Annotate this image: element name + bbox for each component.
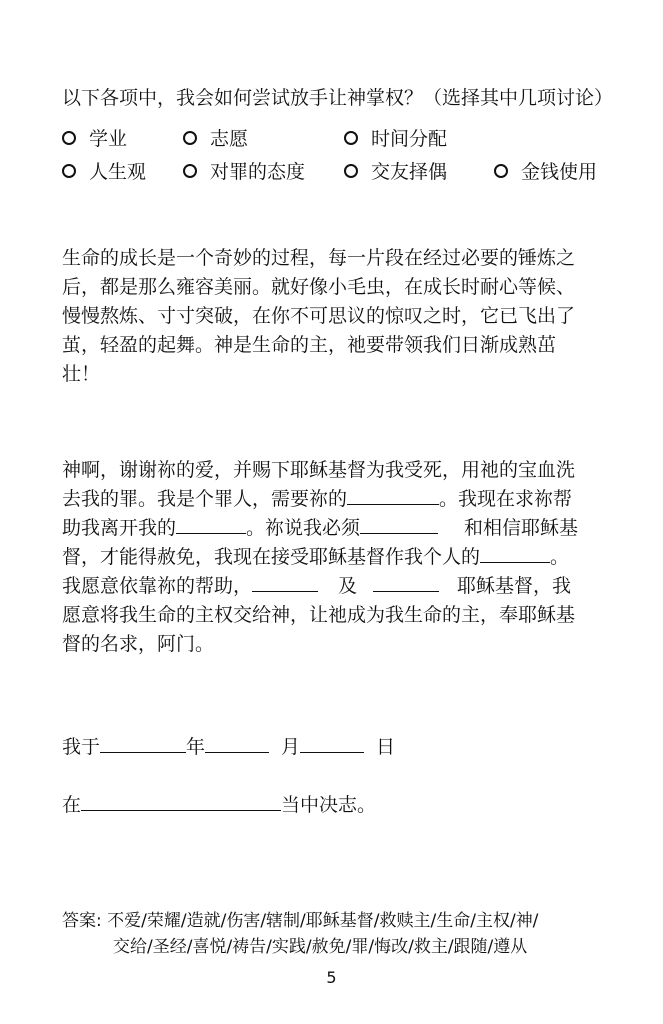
fill-blank[interactable]: [480, 544, 550, 563]
paragraph-line: 茧，轻盈的起舞。神是生命的主，祂要带领我们日渐成熟茁: [62, 334, 557, 356]
option-label: 志愿: [210, 128, 249, 150]
prayer-text: 督的名求，阿门。: [62, 633, 215, 655]
option-label: 金钱使用: [521, 161, 598, 183]
place-prefix: 在: [62, 794, 82, 816]
radio-circle-icon: [62, 131, 76, 145]
answer-label: 答案:: [62, 911, 102, 931]
option-time-allocation[interactable]: [344, 124, 447, 151]
day-label: 日: [376, 736, 396, 758]
answer-key: [62, 908, 538, 960]
prayer-text: 助我离开我的: [62, 517, 177, 539]
prayer-text: 和相信耶稣基: [464, 517, 579, 539]
discussion-question: 以下各项中，我会如何尝试放手让神掌权？（选择其中几项讨论）: [62, 87, 614, 109]
place-suffix: 当中决志。: [281, 794, 377, 816]
day-blank[interactable]: [300, 734, 364, 753]
prayer-text: 愿意将我生命的主权交给神，让祂成为我生命的主，奉耶稣基: [62, 604, 576, 626]
radio-circle-icon: [183, 164, 197, 178]
fill-blank[interactable]: [373, 573, 439, 592]
month-blank[interactable]: [205, 734, 269, 753]
option-friendship-marriage[interactable]: [344, 157, 447, 184]
fill-blank[interactable]: [252, 573, 318, 592]
prayer-text: 督，才能得赦免，我现在接受耶稣基督作我个人的: [62, 546, 481, 568]
date-line: [62, 732, 395, 759]
place-blank[interactable]: [81, 792, 281, 811]
prayer-text: 及: [338, 575, 358, 597]
prayer-paragraph: [62, 456, 610, 659]
radio-circle-icon: [494, 164, 508, 178]
prayer-text: 神啊，谢谢祢的爱，并赐下耶稣基督为我受死，用祂的宝血洗: [62, 459, 576, 481]
growth-paragraph: [62, 244, 610, 389]
paragraph-line: 壮！: [62, 363, 101, 385]
year-label: 年: [186, 736, 206, 758]
page-number: 5: [326, 968, 337, 987]
prayer-text: 。: [550, 546, 570, 568]
prayer-text: 耶稣基督，我: [457, 575, 572, 597]
answer-line: 不爱/荣耀/造就/伤害/辖制/耶稣基督/救赎主/生命/主权/神/: [107, 911, 539, 931]
prayer-text: 。祢说我必须: [246, 517, 361, 539]
paragraph-line: 后，都是那么雍容美丽。就好像小毛虫，在成长时耐心等候、: [62, 276, 576, 298]
option-outlook-on-life[interactable]: [62, 157, 146, 184]
fill-blank[interactable]: [347, 486, 439, 505]
answer-line: 交给/圣经/喜悦/祷告/实践/赦免/罪/悔改/救主/跟随/遵从: [113, 937, 528, 957]
option-label: 时间分配: [371, 128, 448, 150]
option-study[interactable]: [62, 124, 127, 151]
year-blank[interactable]: [100, 734, 186, 753]
option-money-use[interactable]: [494, 157, 597, 184]
paragraph-line: 慢慢熬炼、寸寸突破，在你不可思议的惊叹之时，它已飞出了: [62, 305, 576, 327]
option-label: 交友择偶: [371, 161, 448, 183]
prayer-text: 我愿意依靠祢的帮助，: [62, 575, 253, 597]
radio-circle-icon: [183, 131, 197, 145]
radio-circle-icon: [344, 131, 358, 145]
option-label: 对罪的态度: [210, 161, 306, 183]
paragraph-line: 生命的成长是一个奇妙的过程，每一片段在经过必要的锤炼之: [62, 247, 576, 269]
month-label: 月: [281, 736, 301, 758]
prayer-text: 。我现在求祢帮: [439, 488, 573, 510]
option-label: 学业: [89, 128, 128, 150]
fill-blank[interactable]: [360, 515, 438, 534]
decision-place-line: [62, 790, 376, 817]
radio-circle-icon: [62, 164, 76, 178]
option-label: 人生观: [89, 161, 147, 183]
date-prefix: 我于: [62, 736, 101, 758]
option-aspiration[interactable]: [183, 124, 248, 151]
option-attitude-to-sin[interactable]: [183, 157, 305, 184]
radio-circle-icon: [344, 164, 358, 178]
fill-blank[interactable]: [176, 515, 246, 534]
prayer-text: 去我的罪。我是个罪人，需要祢的: [62, 488, 348, 510]
